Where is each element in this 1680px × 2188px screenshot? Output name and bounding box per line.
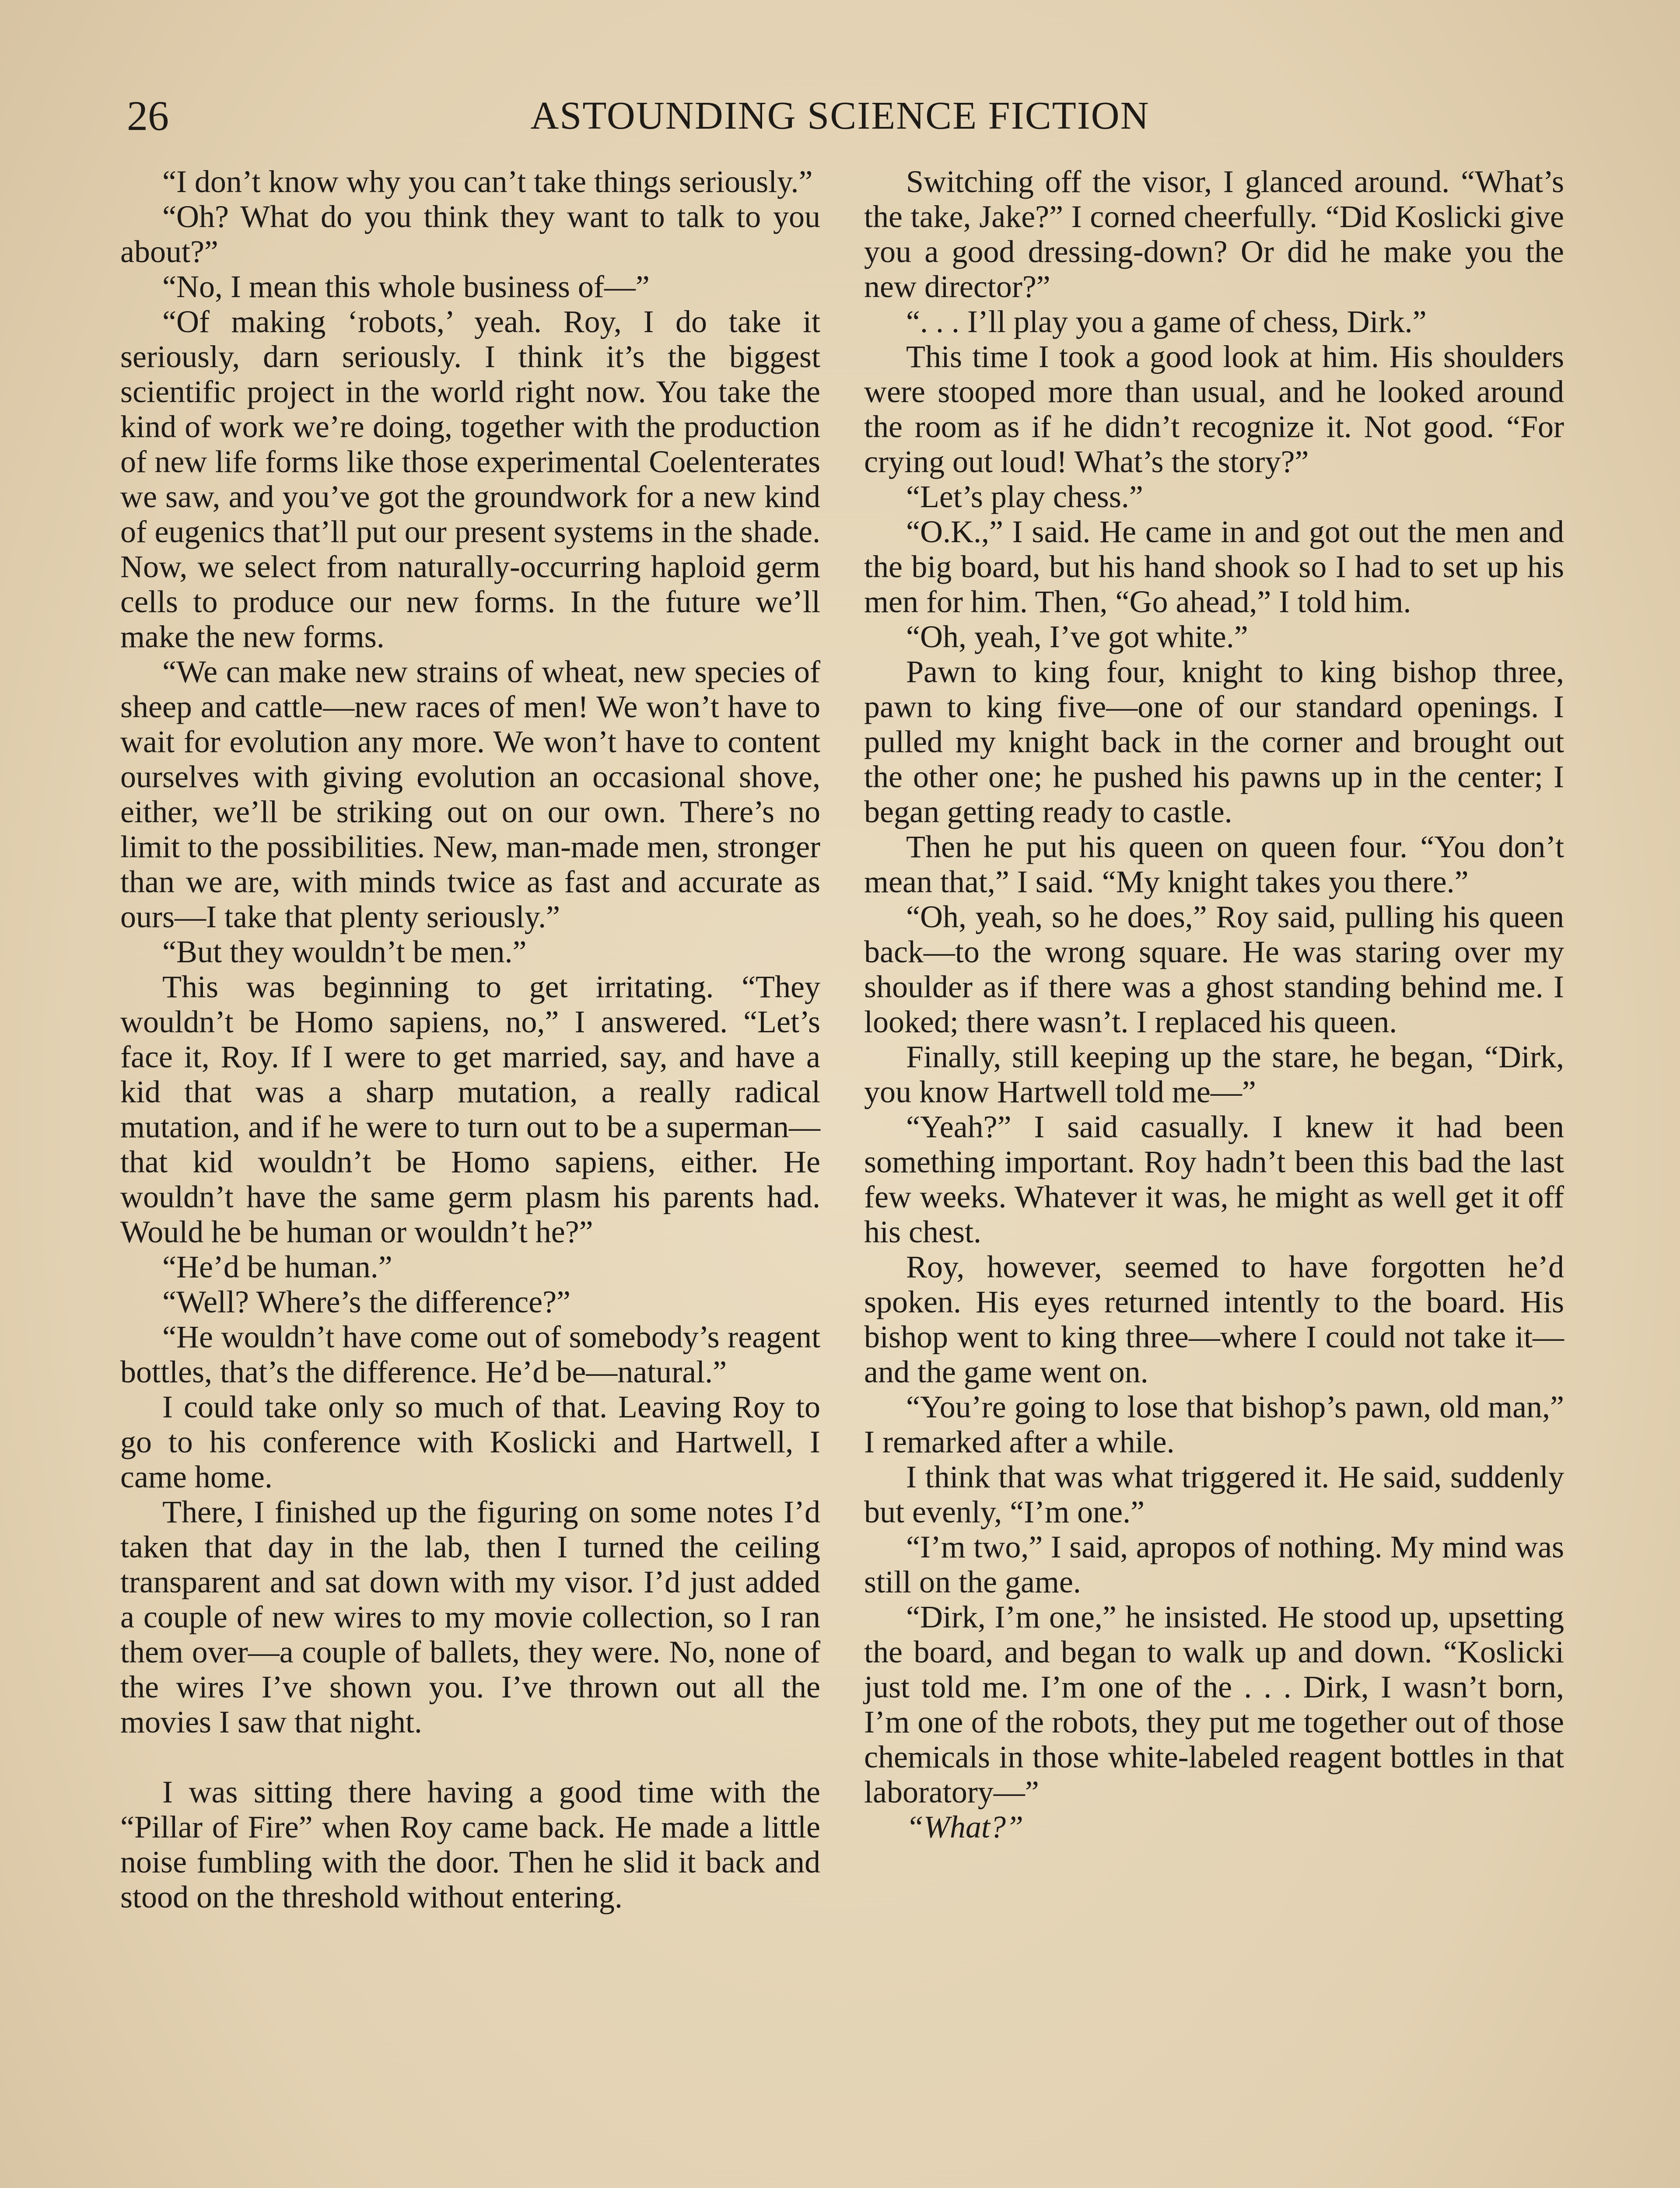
paragraph: Switching off the visor, I glanced around. “What’s the take, Jake?” I corned cheerfully. “Did Koslicki give you a good dressing-down? Or did he make you the new director?” bbox=[864, 164, 1564, 304]
paragraph: I think that was what triggered it. He said, suddenly but evenly, “I’m one.” bbox=[864, 1459, 1564, 1529]
paragraph: I could take only so much of that. Leaving Roy to go to his conference with Koslicki and Hartwell, I came home. bbox=[120, 1389, 820, 1494]
paragraph: “Well? Where’s the difference?” bbox=[162, 1284, 570, 1319]
page-number: 26 bbox=[127, 92, 169, 139]
paragraph: “I don’t know why you can’t take things seriously.” bbox=[162, 164, 813, 199]
paragraph: “You’re going to lose that bishop’s pawn, old man,” I remarked after a while. bbox=[864, 1389, 1564, 1459]
paragraph: “No, I mean this whole business of—” bbox=[162, 269, 650, 304]
paragraph: “O.K.,” I said. He came in and got out the men and the big board, but his hand shook so I had to set up his men for him. Then, “Go ahead,” I told him. bbox=[864, 514, 1564, 619]
paragraph: “What?” bbox=[906, 1809, 1024, 1844]
paragraph: “We can make new strains of wheat, new species of sheep and cattle—new races of men! We won’t have to wait for evolution any more. We won’t have to content ourselves with giving evolution an occasional shove, either, we’ll be striking out on our own. There’s no limit to the possibilities. New, man-made men, stronger than we are, with minds twice as fast and accurate as ours—I take that plenty seriously.” bbox=[120, 654, 820, 934]
paragraph: “He’d be human.” bbox=[162, 1249, 392, 1284]
paragraph: Finally, still keeping up the stare, he began, “Dirk, you know Hartwell told me—” bbox=[864, 1039, 1564, 1109]
paragraph: “I’m two,” I said, apropos of nothing. My mind was still on the game. bbox=[864, 1529, 1564, 1599]
paragraph: “Oh, yeah, I’ve got white.” bbox=[906, 619, 1248, 654]
right-column bbox=[864, 164, 1564, 2188]
paragraph: “He wouldn’t have come out of somebody’s reagent bottles, that’s the difference. He’d be—natural.” bbox=[120, 1319, 820, 1389]
page-header bbox=[118, 88, 1562, 144]
paragraph: Roy, however, seemed to have forgotten he’d spoken. His eyes returned intently to the board. His bishop went to king three—where I could not take it—and the game went on. bbox=[864, 1249, 1564, 1389]
paragraph: Then he put his queen on queen four. “You don’t mean that,” I said. “My knight takes you there.” bbox=[864, 829, 1564, 899]
paragraph: This time I took a good look at him. His shoulders were stooped more than usual, and he looked around the room as if he didn’t recognize it. Not good. “For crying out loud! What’s the story?” bbox=[864, 339, 1564, 479]
paragraph: “Of making ‘robots,’ yeah. Roy, I do take it seriously, darn seriously. I think it’s the biggest scientific project in the world right now. You take the kind of work we’re doing, together with the production of new life forms like those experimental Coelenterates we saw, and you’ve got the groundwork for a new kind of eugenics that’ll put our present systems in the shade. Now, we select from naturally-occurring haploid germ cells to produce our new forms. In the future we’ll make the new forms. bbox=[120, 304, 820, 654]
paragraph: “Dirk, I’m one,” he insisted. He stood up, upsetting the board, and began to walk up and down. “Koslicki just told me. I’m one of the . . . Dirk, I wasn’t born, I’m one of the robots, they put me together out of those chemicals in those white-labeled reagent bottles in that laboratory—” bbox=[864, 1599, 1564, 1809]
paragraph: “But they wouldn’t be men.” bbox=[162, 934, 527, 969]
paragraph: This was beginning to get irritating. “They wouldn’t be Homo sapiens, no,” I answered. “Let’s face it, Roy. If I were to get married, say, and have a kid that was a sharp mutation, a really radical mutation, and if he were to turn out to be a superman—that kid wouldn’t be Homo sapiens, either. He wouldn’t have the same germ plasm his parents had. Would he be human or wouldn’t he?” bbox=[120, 969, 820, 1249]
paragraph: “Oh, yeah, so he does,” Roy said, pulling his queen back—to the wrong square. He was staring over my shoulder as if there was a ghost standing behind me. I looked; there wasn’t. I replaced his queen. bbox=[864, 899, 1564, 1039]
running-title: ASTOUNDING SCIENCE FICTION bbox=[530, 94, 1150, 137]
paragraph: “Oh? What do you think they want to talk to you about?” bbox=[120, 199, 820, 269]
paragraph: “. . . I’ll play you a game of chess, Dirk.” bbox=[906, 304, 1427, 339]
paragraph: There, I finished up the figuring on some notes I’d taken that day in the lab, then I turned the ceiling transparent and sat down with my visor. I’d just added a couple of new wires to my movie collection, so I ran them over—a couple of ballets, they were. No, none of the wires I’ve shown you. I’ve thrown out all the movies I saw that night. bbox=[120, 1494, 820, 1739]
paragraph: “Let’s play chess.” bbox=[906, 479, 1143, 514]
paragraph: “Yeah?” I said casually. I knew it had been something important. Roy hadn’t been this bad the last few weeks. Whatever it was, he might as well get it off his chest. bbox=[864, 1109, 1564, 1249]
left-column bbox=[120, 164, 820, 2188]
paragraph: Pawn to king four, knight to king bishop three, pawn to king five—one of our standard openings. I pulled my knight back in the corner and brought out the other one; he pushed his pawns up in the center; I began getting ready to castle. bbox=[864, 654, 1564, 829]
paragraph: I was sitting there having a good time with the “Pillar of Fire” when Roy came back. He made a little noise fumbling with the door. Then he slid it back and stood on the threshold without entering. bbox=[120, 1774, 820, 1914]
